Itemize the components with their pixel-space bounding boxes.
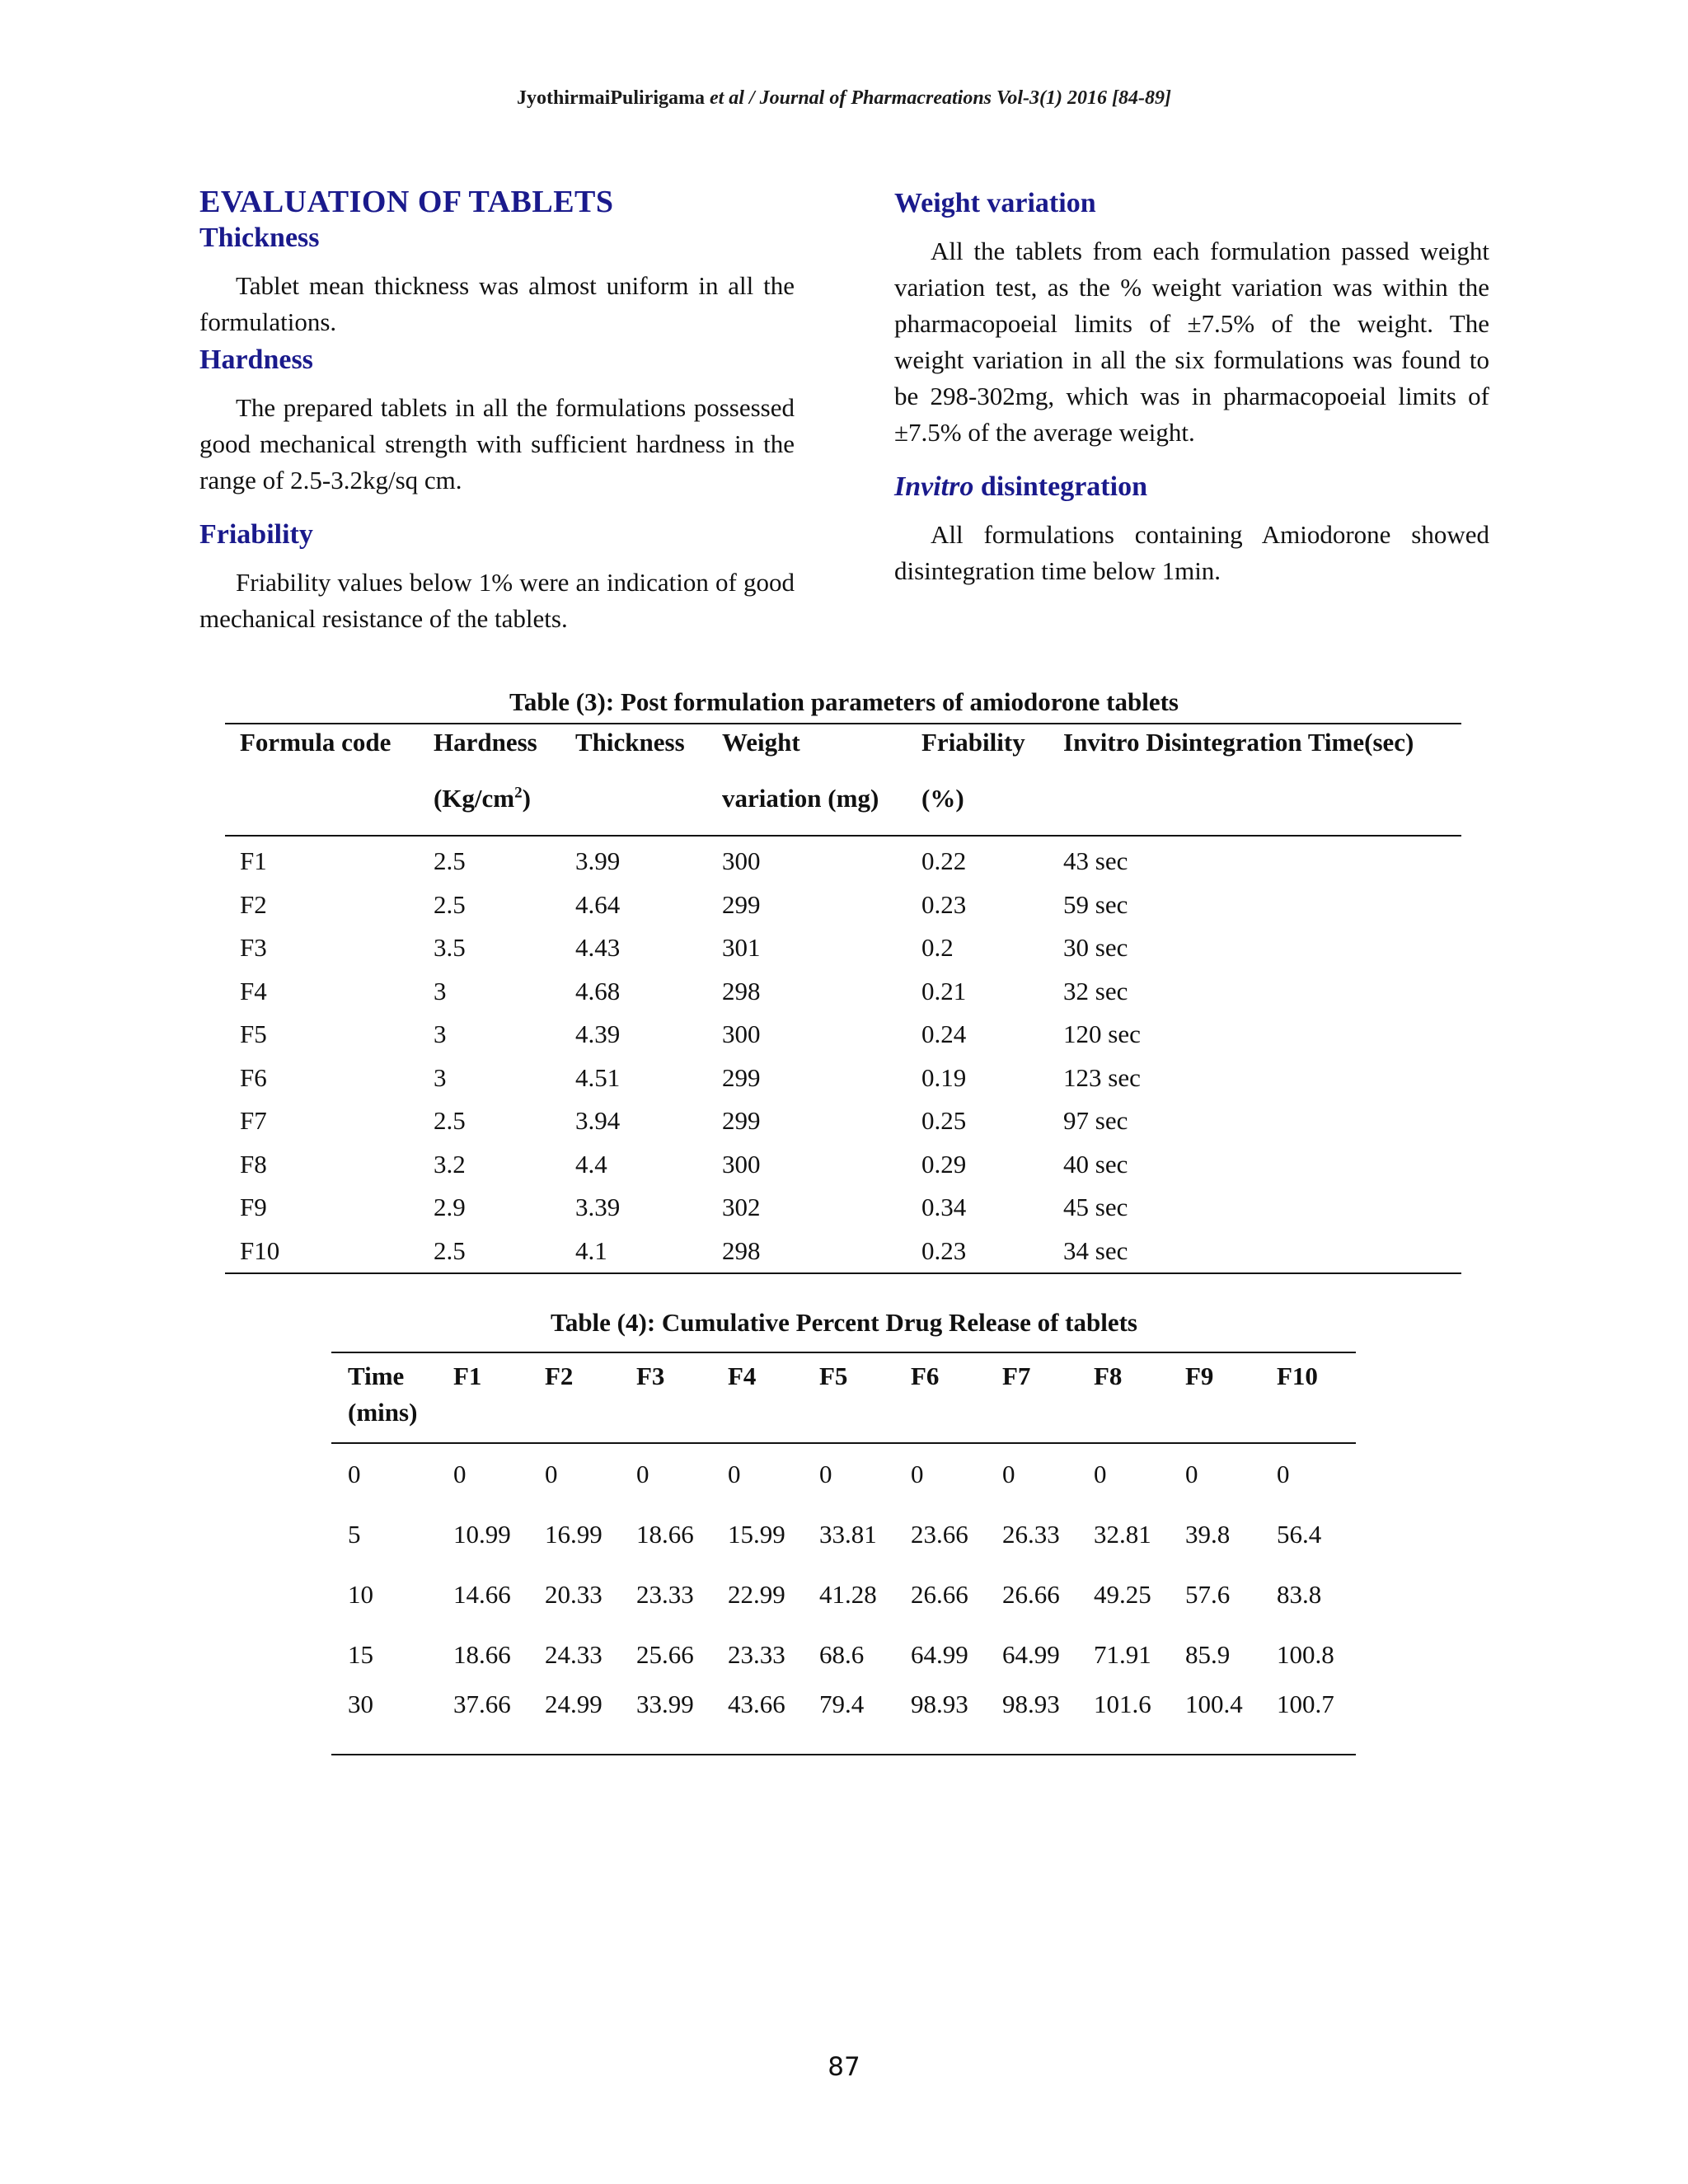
table-cell: F10 [225, 1230, 419, 1274]
table-cell: 4.68 [575, 976, 621, 1005]
table-cell: 100.7 [1260, 1685, 1356, 1755]
table3-header-cell: (%) [907, 777, 1048, 836]
table-cell: 0.29 [921, 1149, 967, 1179]
table-cell: 0 [1185, 1459, 1198, 1488]
table3-header-cell: Weight [707, 724, 907, 777]
table-cell: 16.99 [545, 1519, 603, 1549]
table-cell: 98.93 [894, 1685, 986, 1755]
table-cell: 3 [434, 1019, 447, 1049]
section-title: EVALUATION OF TABLETS [199, 185, 614, 219]
table-cell: 0 [348, 1459, 361, 1488]
table3-row [225, 1013, 1461, 1057]
hardness-heading: Hardness [199, 344, 313, 375]
table-cell: 39.8 [1185, 1519, 1231, 1549]
header-author: JyothirmaiPulirigama [517, 87, 705, 109]
hardness-paragraph: The prepared tablets in all the formulations possessed good mechanical strength with sufficient hardness in the range of 2.5-3.2kg/sq cm. [199, 393, 795, 495]
table-cell: 0 [636, 1459, 649, 1488]
weight-variation-paragraph: All the tablets from each formulation passed weight variation test, as the % weight variation was within the pharmacopoeial limits of ±7.5% of the weight. The weight variation in all the six formulations was found to be 298-302mg, which was in pharmacopoeial limits of ±7.5% of the average weight. [894, 237, 1489, 448]
table-cell: 300 [722, 1149, 761, 1179]
table-cell: F2 [240, 889, 267, 919]
table-cell: 26.66 [911, 1579, 968, 1609]
table-cell: 0.34 [921, 1193, 967, 1222]
table-cell: 4.1 [560, 1230, 707, 1274]
table-cell: F3 [240, 933, 267, 963]
table-cell: 301 [722, 933, 761, 963]
invitro-heading [894, 469, 1489, 505]
table-cell: 10.99 [453, 1519, 511, 1549]
table-cell: 300 [722, 1019, 761, 1049]
thickness-heading: Thickness [199, 222, 320, 253]
table-cell: F7 [240, 1106, 267, 1136]
table-cell: 0 [545, 1459, 558, 1488]
table-cell: 24.99 [528, 1685, 620, 1755]
table-cell: F1 [240, 846, 267, 876]
table3-row [225, 1230, 1461, 1274]
table-cell: 0 [1094, 1459, 1107, 1488]
friability-paragraph: Friability values below 1% were an indication of good mechanical resistance of the tablets. [199, 568, 795, 634]
table-cell: 45 sec [1063, 1193, 1128, 1222]
table4-header-cell: F1 [437, 1352, 528, 1443]
table-cell: 18.66 [453, 1639, 511, 1669]
table-cell: 299 [722, 889, 761, 919]
table4-header-cell: F2 [528, 1352, 620, 1443]
table-cell: 57.6 [1185, 1579, 1231, 1609]
table-cell: 2.9 [434, 1193, 466, 1222]
table-cell: 85.9 [1185, 1639, 1231, 1669]
table-cell: 3 [434, 976, 447, 1005]
table-cell: F6 [240, 1062, 267, 1092]
running-header [0, 87, 1688, 110]
table-cell: 10 [348, 1579, 373, 1609]
table3-header-row [225, 777, 1461, 836]
table-cell: 100.8 [1277, 1639, 1334, 1669]
table-cell: 300 [722, 846, 761, 876]
table3-header-cell [1048, 777, 1461, 836]
table-cell: 33.81 [819, 1519, 877, 1549]
header-journal: et al / Journal of Pharmacreations Vol-3(1) 2016 [84-89] [704, 87, 1171, 109]
table4-header-cell: F5 [803, 1352, 894, 1443]
table4-row [331, 1685, 1356, 1755]
table-cell: 30 sec [1063, 933, 1128, 963]
table3-header-cell-hardness-unit [419, 777, 560, 836]
table-cell: 59 sec [1063, 889, 1128, 919]
table-cell: 0 [453, 1459, 467, 1488]
table-cell: 23.33 [728, 1639, 785, 1669]
table-cell: 25.66 [636, 1639, 694, 1669]
table-cell: 56.4 [1277, 1519, 1322, 1549]
table3-row [225, 926, 1461, 970]
table-cell: 0 [819, 1459, 832, 1488]
friability-heading: Friability [199, 519, 313, 551]
table3-header-row [225, 724, 1461, 777]
table-cell: 26.33 [1002, 1519, 1060, 1549]
right-column [894, 185, 1489, 589]
table-cell: 3.94 [575, 1106, 621, 1136]
table-cell: 43 sec [1063, 846, 1128, 876]
table-cell: 299 [722, 1106, 761, 1136]
weight-variation-heading: Weight variation [894, 188, 1096, 218]
post-formulation-table [225, 723, 1461, 1274]
table3-row [225, 836, 1461, 883]
table-cell: 4.4 [575, 1149, 607, 1179]
table-cell: 299 [722, 1062, 761, 1092]
table-cell: 71.91 [1094, 1639, 1151, 1669]
thickness-paragraph: Tablet mean thickness was almost uniform in all the formulations. [199, 270, 795, 336]
time-header-line2: (mins) [348, 1398, 418, 1427]
table3-row [225, 1186, 1461, 1230]
invitro-heading-rest: disintegration [973, 471, 1147, 503]
table3-header-cell: Friability [907, 724, 1048, 777]
table-cell: 15 [348, 1639, 373, 1669]
table4-row [331, 1564, 1356, 1624]
hardness-unit-text: (Kg/cm [434, 784, 515, 813]
table-cell: 15.99 [728, 1519, 785, 1549]
table-cell: 0 [1002, 1459, 1015, 1488]
table3-header-cell: Invitro Disintegration Time(sec) [1048, 724, 1461, 777]
table3-row [225, 1143, 1461, 1187]
table-cell: 120 sec [1063, 1019, 1141, 1049]
table4-row [331, 1504, 1356, 1564]
invitro-paragraph: All formulations containing Amiodorone showed disintegration time below 1min. [894, 520, 1489, 586]
table4-header-cell: F9 [1169, 1352, 1260, 1443]
table-cell: 22.99 [728, 1579, 785, 1609]
table-cell: F8 [240, 1149, 267, 1179]
table3-row [225, 883, 1461, 927]
table-cell: 0 [1277, 1459, 1290, 1488]
table-cell: 2.5 [434, 846, 466, 876]
table-cell: 3.99 [575, 846, 621, 876]
table-cell: 98.93 [986, 1685, 1077, 1755]
table-cell: 302 [722, 1193, 761, 1222]
table-cell: 83.8 [1277, 1579, 1322, 1609]
table-cell: 23.66 [911, 1519, 968, 1549]
time-header-line1: Time [348, 1361, 405, 1390]
table-cell: F9 [240, 1193, 267, 1222]
table-cell: 0.22 [921, 846, 967, 876]
table-cell: 100.4 [1169, 1685, 1260, 1755]
invitro-heading-italic: Invitro [894, 471, 974, 503]
table-cell: 64.99 [1002, 1639, 1060, 1669]
table4-header-cell: F7 [986, 1352, 1077, 1443]
page-number: 87 [828, 2052, 860, 2082]
table-cell: 0.2 [921, 933, 954, 963]
table3-header-cell: Hardness [419, 724, 560, 777]
table-cell: 4.39 [575, 1019, 621, 1049]
table4-header-cell: F6 [894, 1352, 986, 1443]
table-cell: 49.25 [1094, 1579, 1151, 1609]
table-cell: 0 [911, 1459, 924, 1488]
table-cell: 20.33 [545, 1579, 603, 1609]
table-cell: F5 [240, 1019, 267, 1049]
table4-header-cell: F10 [1260, 1352, 1356, 1443]
table-cell: 32 sec [1063, 976, 1128, 1005]
table-cell: 23.33 [636, 1579, 694, 1609]
table-cell: 68.6 [819, 1639, 865, 1669]
table-cell: 5 [348, 1519, 361, 1549]
table-cell: 0.19 [921, 1062, 967, 1092]
table4-row [331, 1443, 1356, 1504]
table-cell: 4.51 [575, 1062, 621, 1092]
table-cell: 0.24 [921, 1019, 967, 1049]
table-cell: 37.66 [437, 1685, 528, 1755]
table-cell: 3.2 [434, 1149, 466, 1179]
table4-row [331, 1624, 1356, 1685]
hardness-unit-close: ) [522, 784, 531, 813]
table-cell: 101.6 [1077, 1685, 1169, 1755]
table-cell: 33.99 [620, 1685, 711, 1755]
table-cell: 97 sec [1063, 1106, 1128, 1136]
table-cell: 2.5 [434, 889, 466, 919]
table3-header-cell [560, 777, 707, 836]
table3-row [225, 1099, 1461, 1143]
table4-header-cell: F4 [711, 1352, 803, 1443]
table-cell: 123 sec [1063, 1062, 1141, 1092]
table3-header-cell: Thickness [560, 724, 707, 777]
table-cell: 18.66 [636, 1519, 694, 1549]
hardness-unit-superscript: 2 [514, 784, 523, 802]
table-cell: 2.5 [434, 1106, 466, 1136]
table3-header-cell: variation (mg) [707, 777, 907, 836]
table-cell: F4 [240, 976, 267, 1005]
table-cell: 79.4 [803, 1685, 894, 1755]
table-cell: 2.5 [419, 1230, 560, 1274]
table-cell: 298 [707, 1230, 907, 1274]
table4-header-cell: F3 [620, 1352, 711, 1443]
table-cell: 0 [728, 1459, 741, 1488]
table-cell: 3 [434, 1062, 447, 1092]
table-cell: 4.43 [575, 933, 621, 963]
drug-release-table [331, 1352, 1356, 1755]
table-cell: 0.21 [921, 976, 967, 1005]
table-cell: 32.81 [1094, 1519, 1151, 1549]
table-cell: 24.33 [545, 1639, 603, 1669]
table-cell: 0.25 [921, 1106, 967, 1136]
table-cell: 34 sec [1048, 1230, 1461, 1274]
table3-header-cell: Formula code [225, 724, 419, 777]
table3-caption: Table (3): Post formulation parameters of amiodorone tablets [509, 687, 1179, 716]
table-cell: 43.66 [711, 1685, 803, 1755]
table4-header-time [331, 1352, 437, 1443]
left-column [199, 185, 795, 637]
table-cell: 41.28 [819, 1579, 877, 1609]
table-cell: 26.66 [1002, 1579, 1060, 1609]
table4-caption: Table (4): Cumulative Percent Drug Release of tablets [550, 1308, 1138, 1337]
table-cell: 0.23 [921, 889, 967, 919]
table-cell: 3.39 [575, 1193, 621, 1222]
table-cell: 4.64 [575, 889, 621, 919]
table-cell: 3.5 [434, 933, 466, 963]
table3-row [225, 970, 1461, 1014]
table4-header-row [331, 1352, 1356, 1443]
table-cell: 30 [331, 1685, 437, 1755]
table4-header-cell: F8 [1077, 1352, 1169, 1443]
table-cell: 14.66 [453, 1579, 511, 1609]
table-cell: 40 sec [1063, 1149, 1128, 1179]
table-cell: 64.99 [911, 1639, 968, 1669]
table3-header-cell [225, 777, 419, 836]
table3-row [225, 1057, 1461, 1100]
table-cell: 298 [722, 976, 761, 1005]
table-cell: 0.23 [907, 1230, 1048, 1274]
